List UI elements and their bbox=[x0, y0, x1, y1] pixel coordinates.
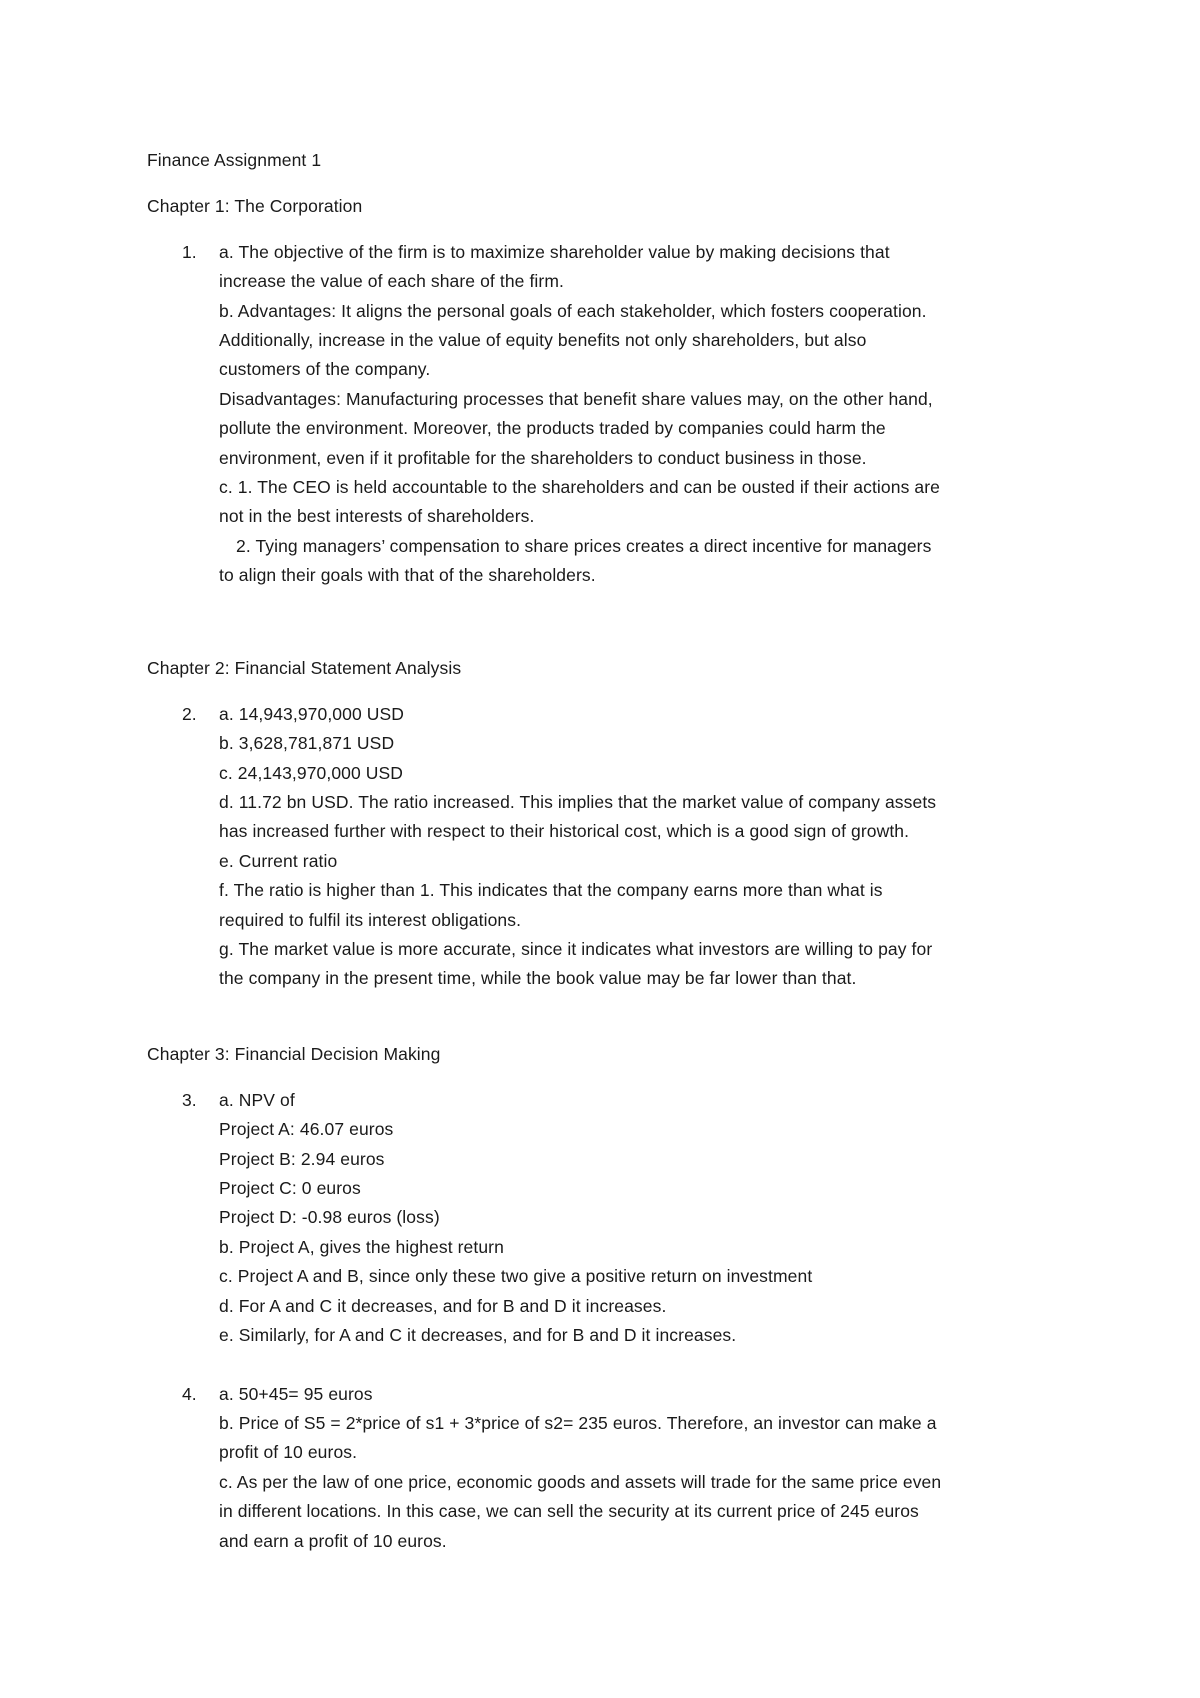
chapter-2-heading: Chapter 2: Financial Statement Analysis bbox=[147, 658, 462, 678]
answer-line: b. Project A, gives the highest return bbox=[219, 1237, 504, 1257]
chapter-1-heading: Chapter 1: The Corporation bbox=[147, 196, 363, 216]
answer-line: Disadvantages: Manufacturing processes that benefit share values may, on the other hand, bbox=[219, 389, 933, 409]
answer-line: required to fulfil its interest obligations. bbox=[219, 910, 522, 930]
answer-line: e. Current ratio bbox=[219, 851, 338, 871]
answer-line: a. NPV of bbox=[219, 1090, 295, 1110]
answer-line: c. 1. The CEO is held accountable to the shareholders and can be ousted if their actions are bbox=[219, 477, 940, 497]
answer-line: g. The market value is more accurate, since it indicates what investors are willing to pay for bbox=[219, 939, 933, 959]
document-title: Finance Assignment 1 bbox=[147, 150, 322, 170]
chapter-3-heading: Chapter 3: Financial Decision Making bbox=[147, 1044, 441, 1064]
answer-line: b. Advantages: It aligns the personal goals of each stakeholder, which fosters cooperation. bbox=[219, 301, 927, 321]
answer-line: to align their goals with that of the shareholders. bbox=[219, 565, 596, 585]
answer-line: b. 3,628,781,871 USD bbox=[219, 733, 395, 753]
question-4-number: 4. bbox=[182, 1384, 197, 1404]
answer-line: pollute the environment. Moreover, the products traded by companies could harm the bbox=[219, 418, 886, 438]
question-3-number: 3. bbox=[182, 1090, 197, 1110]
question-2-number: 2. bbox=[182, 704, 197, 724]
answer-line: environment, even if it profitable for the shareholders to conduct business in those. bbox=[219, 448, 867, 468]
answer-line: profit of 10 euros. bbox=[219, 1442, 358, 1462]
answer-line: c. 24,143,970,000 USD bbox=[219, 763, 404, 783]
answer-line: Project C: 0 euros bbox=[219, 1178, 361, 1198]
answer-line: c. As per the law of one price, economic goods and assets will trade for the same price even bbox=[219, 1472, 942, 1492]
answer-line: a. 14,943,970,000 USD bbox=[219, 704, 405, 724]
answer-line: customers of the company. bbox=[219, 359, 431, 379]
answer-line: 2. Tying managers’ compensation to share prices creates a direct incentive for managers bbox=[236, 536, 932, 556]
answer-line: a. 50+45= 95 euros bbox=[219, 1384, 373, 1404]
answer-line: increase the value of each share of the firm. bbox=[219, 271, 564, 291]
answer-line: has increased further with respect to their historical cost, which is a good sign of growth. bbox=[219, 821, 910, 841]
answer-line: c. Project A and B, since only these two give a positive return on investment bbox=[219, 1266, 813, 1286]
answer-line: Project B: 2.94 euros bbox=[219, 1149, 385, 1169]
answer-line: Additionally, increase in the value of equity benefits not only shareholders, but also bbox=[219, 330, 867, 350]
answer-line: a. The objective of the firm is to maximize shareholder value by making decisions that bbox=[219, 242, 890, 262]
answer-line: f. The ratio is higher than 1. This indicates that the company earns more than what is bbox=[219, 880, 883, 900]
answer-line: b. Price of S5 = 2*price of s1 + 3*price of s2= 235 euros. Therefore, an investor can make a bbox=[219, 1413, 937, 1433]
answer-line: and earn a profit of 10 euros. bbox=[219, 1531, 447, 1551]
answer-line: d. For A and C it decreases, and for B and D it increases. bbox=[219, 1296, 667, 1316]
answer-line: in different locations. In this case, we can sell the security at its current price of 245 euros bbox=[219, 1501, 919, 1521]
answer-line: e. Similarly, for A and C it decreases, and for B and D it increases. bbox=[219, 1325, 737, 1345]
answer-line: Project D: -0.98 euros (loss) bbox=[219, 1207, 440, 1227]
answer-line: Project A: 46.07 euros bbox=[219, 1119, 394, 1139]
answer-line: the company in the present time, while the book value may be far lower than that. bbox=[219, 968, 857, 988]
question-1-number: 1. bbox=[182, 242, 197, 262]
answer-line: not in the best interests of shareholders. bbox=[219, 506, 535, 526]
answer-line: d. 11.72 bn USD. The ratio increased. This implies that the market value of company assets bbox=[219, 792, 937, 812]
